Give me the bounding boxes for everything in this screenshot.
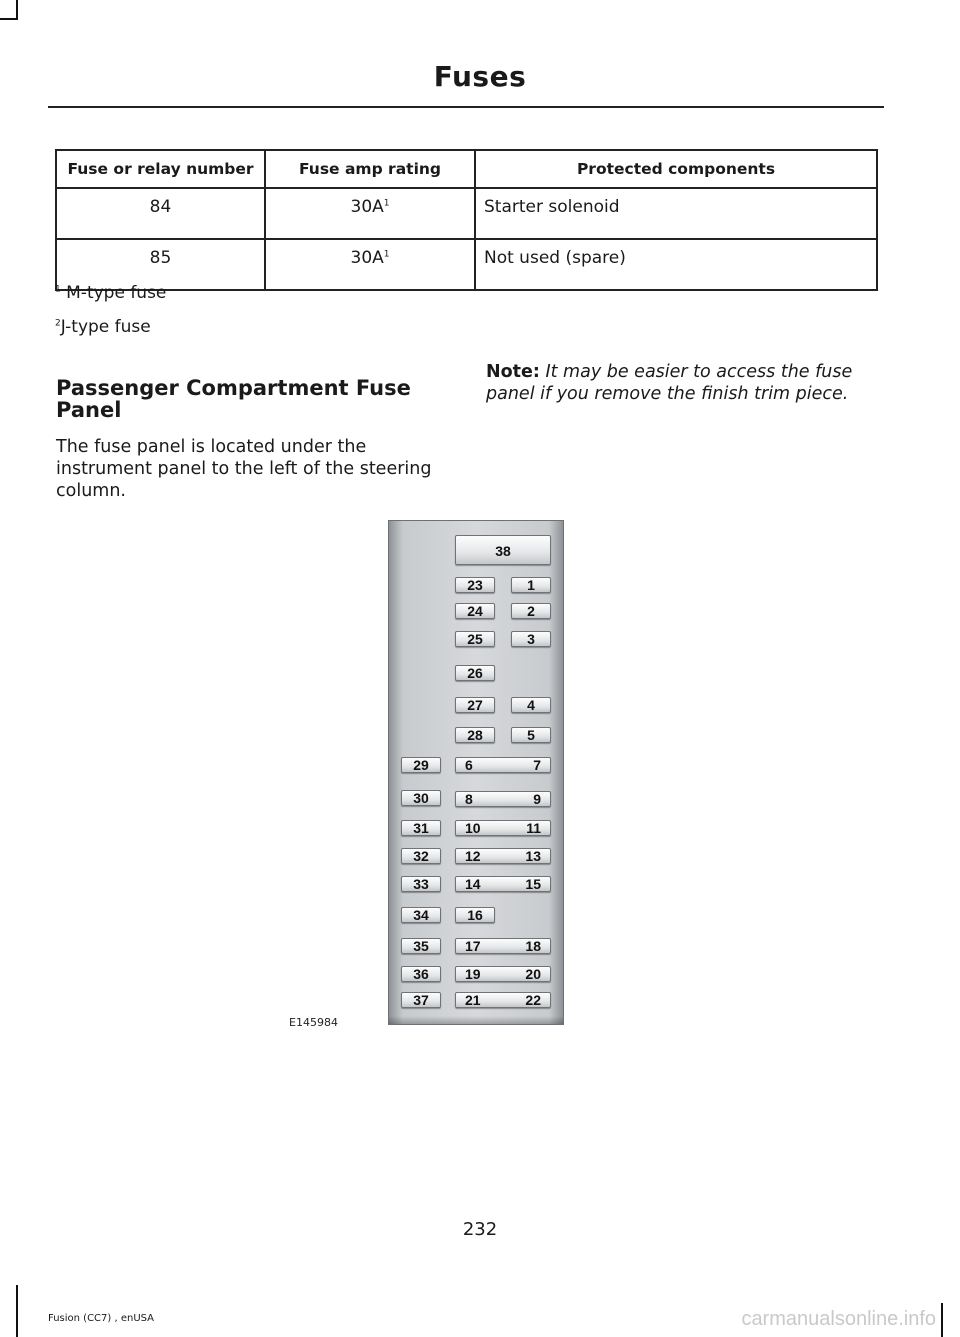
- footnote-mark: 1: [383, 249, 390, 260]
- table-row: [56, 188, 877, 239]
- footnote-text: M-type fuse: [60, 283, 167, 303]
- fuse-label: 38: [495, 543, 511, 559]
- fuse-26: [455, 665, 495, 681]
- fuse-number-cell: 84: [56, 188, 265, 239]
- page-title: Fuses: [433, 60, 527, 93]
- fuse-label: 12: [465, 848, 481, 864]
- fuse-label: 13: [525, 848, 541, 864]
- fuse-table: [55, 149, 878, 291]
- fuse-12-13: [455, 848, 551, 864]
- fuse-24: [455, 603, 495, 619]
- fuse-35: [401, 938, 441, 954]
- fuse-label: 7: [533, 757, 541, 773]
- fuse-33: [401, 876, 441, 892]
- fuse-label: 30: [413, 790, 429, 806]
- fuse-label: 11: [526, 820, 541, 836]
- fuse-label: 9: [533, 791, 541, 807]
- crop-mark: [16, 1285, 18, 1337]
- fuse-27: [455, 697, 495, 713]
- fuse-label: 36: [413, 966, 429, 982]
- amp-rating-cell: [265, 188, 475, 239]
- fuse-label: 26: [467, 665, 483, 681]
- fuse-label: 25: [467, 631, 483, 647]
- protected-component-cell: Starter solenoid: [475, 188, 877, 239]
- section-body: The fuse panel is located under the instrument panel to the left of the steering column.: [56, 437, 432, 501]
- fuse-label: 19: [465, 966, 481, 982]
- crop-mark: [0, 18, 18, 20]
- amp-rating-value: 30A: [350, 197, 384, 217]
- fuse-label: 1: [527, 577, 535, 593]
- note-label: Note:: [486, 362, 540, 382]
- fuse-17-18: [455, 938, 551, 954]
- fuse-25: [455, 631, 495, 647]
- fuse-21-22: [455, 992, 551, 1008]
- fuse-label: 37: [413, 992, 429, 1008]
- fuse-label: 32: [413, 848, 429, 864]
- fuse-36: [401, 966, 441, 982]
- footnote-j-type: [55, 317, 151, 337]
- fuse-label: 10: [465, 820, 481, 836]
- fuse-label: 8: [465, 791, 473, 807]
- fuse-label: 33: [413, 876, 429, 892]
- fuse-label: 31: [413, 820, 429, 836]
- fuse-3: [511, 631, 551, 647]
- section-heading: Passenger Compartment Fuse Panel: [56, 376, 411, 422]
- fuse-6-7: [455, 757, 551, 773]
- fuse-14-15: [455, 876, 551, 892]
- fuse-label: 6: [465, 757, 473, 773]
- crop-mark: [941, 1303, 943, 1337]
- fuse-38: [455, 535, 551, 565]
- fuse-label: 2: [527, 603, 535, 619]
- fuse-label: 4: [527, 697, 535, 713]
- fuse-34: [401, 907, 441, 923]
- fuse-label: 18: [525, 938, 541, 954]
- fuse-label: 16: [467, 907, 483, 923]
- footnote-text: J-type fuse: [60, 317, 151, 337]
- fuse-label: 28: [467, 727, 483, 743]
- watermark: carmanualsonline.info: [741, 1308, 936, 1330]
- fuse-label: 20: [525, 966, 541, 982]
- fuse-30: [401, 790, 441, 806]
- fuse-1: [511, 577, 551, 593]
- fuse-5: [511, 727, 551, 743]
- fuse-label: 34: [413, 907, 429, 923]
- fuse-28: [455, 727, 495, 743]
- column-header-protected-components: Protected components: [475, 150, 877, 188]
- fuse-panel-diagram: [388, 520, 564, 1025]
- crop-mark: [16, 0, 18, 20]
- fuse-4: [511, 697, 551, 713]
- page-number: 232: [462, 1219, 498, 1240]
- amp-rating-value: 30A: [350, 248, 384, 268]
- publication-info: Fusion (CC7) , enUSA: [48, 1313, 155, 1324]
- note: [486, 361, 886, 405]
- fuse-label: 17: [465, 938, 481, 954]
- footnote-m-type: [55, 283, 166, 303]
- fuse-label: 3: [527, 631, 535, 647]
- fuse-label: 27: [467, 697, 483, 713]
- fuse-label: 23: [467, 577, 483, 593]
- fuse-16: [455, 907, 495, 923]
- fuse-2: [511, 603, 551, 619]
- fuse-label: 35: [413, 938, 429, 954]
- fuse-label: 24: [467, 603, 483, 619]
- protected-component-cell: Not used (spare): [475, 239, 877, 290]
- fuse-29: [401, 757, 441, 773]
- footnote-mark: 1: [383, 198, 390, 209]
- fuse-19-20: [455, 966, 551, 982]
- fuse-23: [455, 577, 495, 593]
- fuse-label: 14: [465, 876, 481, 892]
- column-header-amp-rating: Fuse amp rating: [265, 150, 475, 188]
- fuse-31: [401, 820, 441, 836]
- fuse-32: [401, 848, 441, 864]
- table-row: [56, 239, 877, 290]
- fuse-label: 22: [525, 992, 541, 1008]
- fuse-label: 5: [527, 727, 535, 743]
- footnote-mark: 1: [55, 284, 61, 295]
- table-header-row: [56, 150, 877, 188]
- note-text: It may be easier to access the fuse panel if you remove the finish trim piece.: [486, 362, 853, 404]
- amp-rating-cell: [265, 239, 475, 290]
- footnote-mark: 2: [55, 318, 61, 329]
- fuse-number-cell: 85: [56, 239, 265, 290]
- title-divider: [48, 106, 884, 108]
- fuse-label: 21: [465, 992, 481, 1008]
- fuse-37: [401, 992, 441, 1008]
- fuse-label: 15: [525, 876, 541, 892]
- fuse-10-11: [455, 820, 551, 836]
- column-header-fuse-number: Fuse or relay number: [56, 150, 265, 188]
- fuse-label: 29: [413, 757, 429, 773]
- fuse-8-9: [455, 791, 551, 807]
- image-reference: E145984: [289, 1016, 338, 1029]
